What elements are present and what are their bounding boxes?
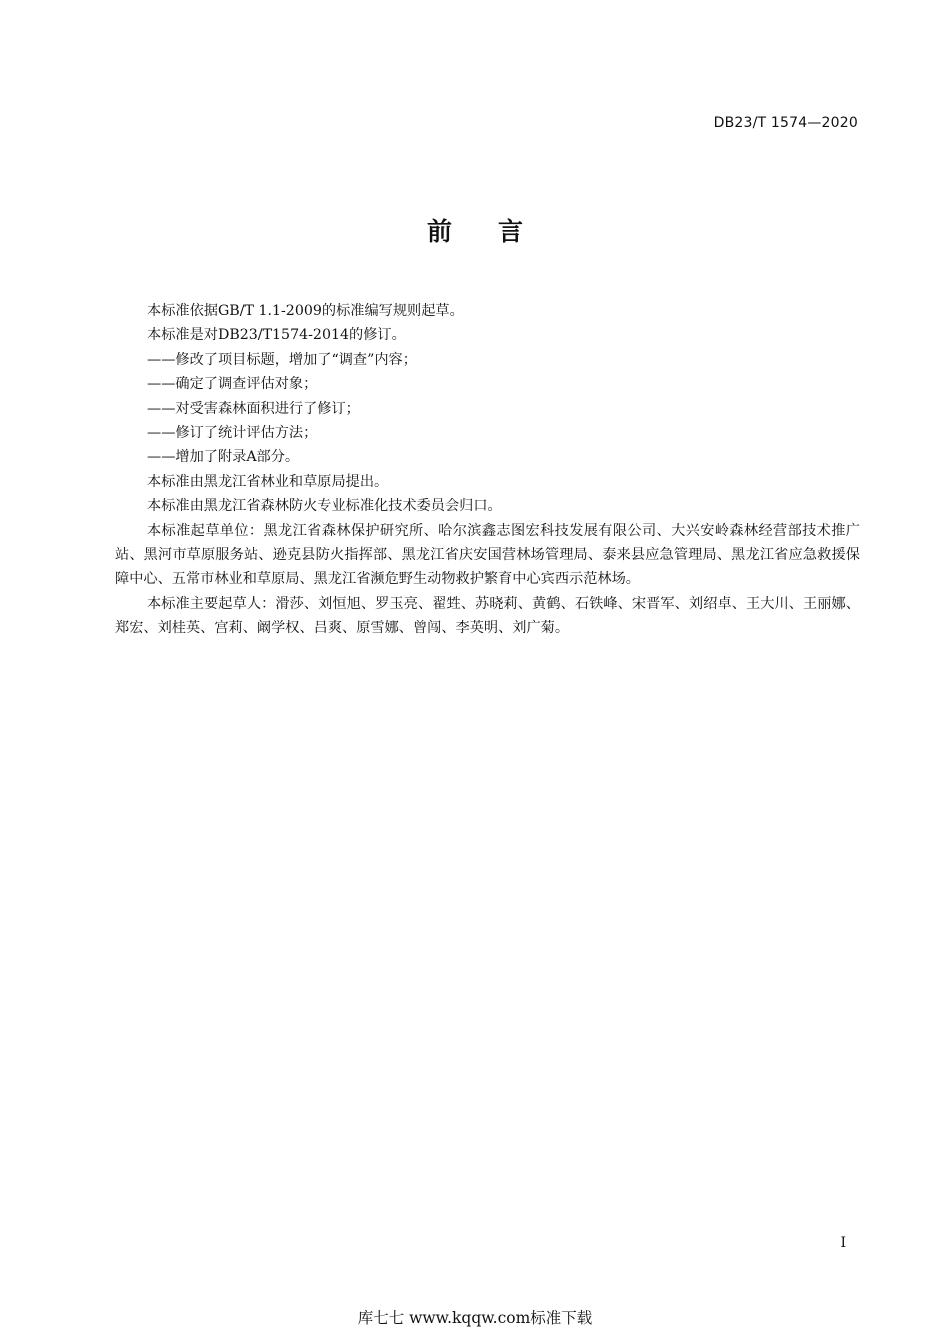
standard-code: DB23/T 1574—2020 <box>713 115 858 131</box>
paragraph-drafters: 本标准主要起草人：滑莎、刘恒旭、罗玉亮、翟甡、苏晓莉、黄鹤、石铁峰、宋晋军、刘绍卓、王大川、王丽娜、郑宏、刘桂英、宫莉、阚学权、吕爽、原雪娜、曾闯、李英明、刘广菊。 <box>115 595 860 637</box>
change-item: ——修改了项目标题，增加了“调查”内容； <box>147 351 417 368</box>
change-item: ——对受害森林面积进行了修订； <box>147 400 360 417</box>
change-item: ——增加了附录A部分。 <box>147 449 300 466</box>
paragraph-revision-of: 本标准是对DB23/T1574-2014的修订。 <box>147 327 406 344</box>
change-item: ——确定了调查评估对象； <box>147 376 318 393</box>
page-number: I <box>840 1235 846 1251</box>
paragraph-drafting-units: 本标准起草单位：黑龙江省森林保护研究所、哈尔滨鑫志图宏科技发展有限公司、大兴安岭森林经营部技术推广站、黑河市草原服务站、逊克县防火指挥部、黑龙江省庆安国营林场管理局、泰来县应急管理局、黑龙江省应急救援保障中心、五常市林业和草原局、黑龙江省濒危野生动物救护繁育中心宾西示范林场。 <box>115 522 860 588</box>
footer-watermark: 库七七 www.kqqw.com标准下载 <box>357 1309 593 1327</box>
paragraph-committee: 本标准由黑龙江省森林防火专业标准化技术委员会归口。 <box>147 498 502 515</box>
paragraph-proposer: 本标准由黑龙江省林业和草原局提出。 <box>147 473 389 490</box>
foreword-body <box>115 299 860 641</box>
change-item: ——修订了统计评估方法； <box>147 425 318 442</box>
page-title: 前言 <box>426 217 569 246</box>
paragraph-drafting-rule: 本标准依据GB/T 1.1-2009的标准编写规则起草。 <box>147 303 464 319</box>
